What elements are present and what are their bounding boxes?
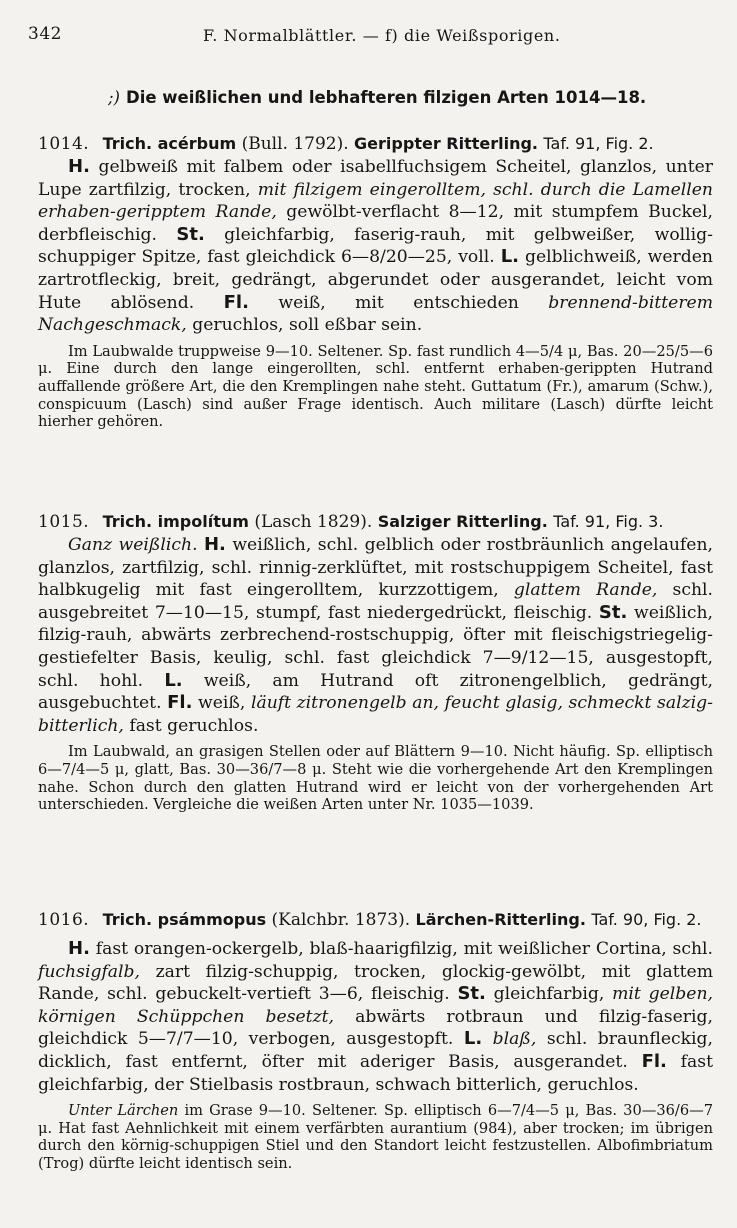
species-name: Trich. acérbum	[102, 134, 237, 153]
common-name: Gerippter Ritterling.	[354, 134, 539, 153]
entry-number: 1014.	[38, 134, 90, 154]
entry-head	[38, 510, 713, 534]
common-name: Lärchen-Ritterling.	[415, 910, 586, 929]
label-hut: H.	[203, 534, 226, 555]
note: Im Laubwald, an grasigen Stellen oder auf Blättern 9—10. Nicht häufig. Sp. elliptisch 6—7/4—5 μ, glatt, Bas. 30—36/7—8 μ. Steht wie die vorhergehende Art den Kremplingen nahe. Schon durch den glatten Hutrand wird er leicht von der vorhergehenden Art unterschieden. Vergleiche die weißen Arten unter Nr. 1035—1039.	[38, 743, 713, 814]
entry-1016	[38, 908, 713, 1173]
description: Ganz weißlich. H. weißlich, schl. gelblich oder rostbräunlich angelaufen, glanzlos, zartfilzig, schl. rinnig-zerklüftet, mit rostschuppigem Scheitel, fast halbkugelig mit fast eingerolltem, kurzzottigem, glattem Rande, schl. ausgebreitet 7—10—15, stumpf, fast niedergedrückt, fleischig. St. weißlich, filzig-rauh, abwärts zerbrechend-rostschuppig, öfter mit fleischigstriegelig-gestiefelter Basis, keulig, schl. fast gleichdick 7—9/12—15, ausgestopft, schl. hohl. L. weiß, am Hutrand oft zitronengelblich, gedrängt, ausgebuchtet. Fl. weiß, läuft zitronengelb an, feucht glasig, schmeckt salzig-bitterlich, fast geruchlos.	[38, 534, 714, 736]
entry-head	[38, 908, 713, 932]
authority: (Kalchbr. 1873).	[271, 910, 411, 930]
label-fleisch: Fl.	[641, 1050, 667, 1072]
label-fleisch: Fl.	[167, 692, 193, 714]
species-name: Trich. impolítum	[102, 512, 249, 531]
label-stiel: St.	[598, 601, 628, 623]
entry-1015	[38, 510, 713, 814]
entry-head	[38, 132, 713, 156]
authority: (Bull. 1792).	[241, 134, 349, 154]
label-hut: H.	[68, 938, 90, 959]
section-heading-text: Die weißlichen und lebhafteren filzigen Arten 1014—18.	[126, 88, 647, 107]
page-number: 342	[28, 24, 62, 44]
description: H. fast orangen-ockergelb, blaß-haarigfilzig, mit weißlicher Cortina, schl. fuchsigfalb, zart filzig-schuppig, trocken, glockig-gewölbt, mit glattem Rande, schl. gebuckelt-vertieft 3—6, fleischig. St. gleichfarbig, mit gelben, körnigen Schüppchen besetzt, abwärts rotbraun und filzig-faserig, gleichdick 5—7/7—10, verbogen, ausgestopft. L. blaß, schl. braunfleckig, dicklich, fast entfernt, öfter mit aderiger Basis, ausgerandet. Fl. fast gleichfarbig, der Stielbasis rostbraun, schwach bitterlich, geruchlos.	[38, 938, 713, 1095]
label-stiel: St.	[457, 983, 486, 1005]
entry-1014	[38, 132, 713, 431]
plate-ref: Taf. 90, Fig. 2.	[591, 910, 702, 929]
species-name: Trich. psámmopus	[102, 910, 267, 929]
note: Im Laubwalde truppweise 9—10. Seltener. Sp. fast rundlich 4—5/4 μ, Bas. 20—25/5—6 μ. Eine durch den lange eingerollten, schl. entfernt erhaben-gerippten Hutrand auffallende größere Art, die den Kremplingen nahe steht. Guttatum (Fr.), amarum (Schw.), conspicuum (Lasch) sind außer Frage identisch. Auch militare (Lasch) dürfte leicht hierher gehören.	[38, 342, 713, 431]
label-lamellen: L.	[463, 1028, 483, 1050]
label-lamellen: L.	[500, 246, 520, 268]
note: Unter Lärchen im Grase 9—10. Seltener. Sp. elliptisch 6—7/4—5 μ, Bas. 30—36/6—7 μ. Hat fast Aehnlichkeit mit einem verfärbten aurantium (984), aber trocken; im übrigen durch den körnig-schuppigen Stiel und den Standort leicht festzustellen. Albofimbriatum (Trog) dürfte leicht identisch sein.	[38, 1102, 714, 1172]
description: H. gelbweiß mit falbem oder isabellfuchsigem Scheitel, glanzlos, unter Lupe zartfilzig, trocken, mit filzigem eingerolltem, schl. durch die Lamellen erhaben-geripptem Rande, gewölbt-verflacht 8—12, mit stumpfem Buckel, derbfleischig. St. gleichfarbig, faserig-rauh, mit gelbweißer, wollig-schuppiger Spitze, fast gleichdick 6—8/20—25, voll. L. gelblichweiß, werden zartrotfleckig, breit, gedrängt, abgerundet oder ausgerandet, leicht vom Hute ablösend. Fl. weiß, mit entschieden brennend-bitterem Nachgeschmack, geruchlos, soll eßbar sein.	[38, 156, 714, 336]
plate-ref: Taf. 91, Fig. 2.	[543, 134, 654, 153]
plate-ref: Taf. 91, Fig. 3.	[553, 512, 664, 531]
section-mark: ;)	[108, 88, 120, 107]
entry-number: 1016.	[38, 910, 90, 930]
common-name: Salziger Ritterling.	[377, 512, 548, 531]
running-title: F. Normalblättler. — f) die Weißsporigen.	[203, 26, 561, 45]
authority: (Lasch 1829).	[254, 512, 373, 532]
section-heading	[108, 88, 646, 107]
label-fleisch: Fl.	[223, 291, 249, 313]
running-head	[28, 24, 713, 48]
label-stiel: St.	[176, 223, 205, 245]
label-lamellen: L.	[164, 669, 183, 691]
entry-number: 1015.	[38, 512, 90, 532]
label-hut: H.	[68, 156, 90, 177]
